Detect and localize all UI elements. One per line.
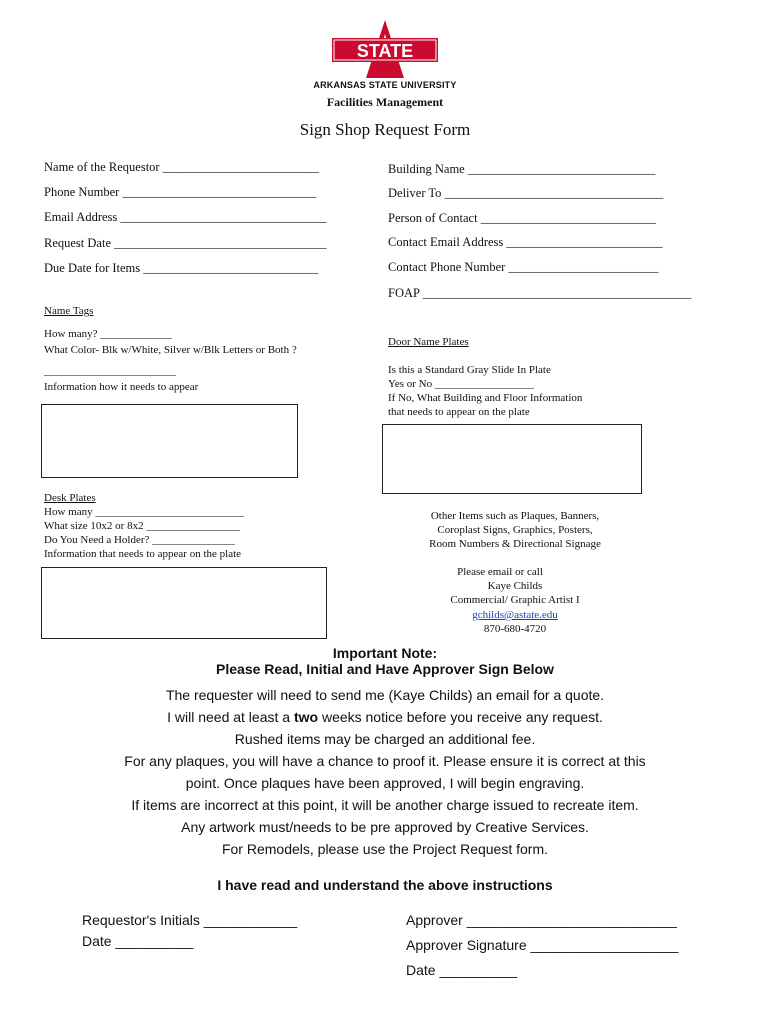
acknowledgement-text: I have read and understand the above instructions (217, 877, 553, 893)
other-items-line-1: Other Items such as Plaques, Banners, (430, 510, 600, 522)
request-date-field[interactable]: Request Date __________________________________ (44, 236, 327, 250)
form-title: Sign Shop Request Form (299, 120, 471, 139)
note-line-plaques: For any plaques, you will have a chance to proof it. Please ensure it is correct at this (124, 753, 646, 769)
note-line-engraving: point. Once plaques have been approved, I will begin engraving. (185, 775, 585, 791)
university-name: ARKANSAS STATE UNIVERSITY (313, 80, 457, 90)
contact-intro: Please email or call (457, 566, 543, 578)
contact-email-link[interactable]: gchilds@astate.edu (472, 609, 558, 621)
note-line-incorrect: If items are incorrect at this point, it will be another charge issued to recreate item. (131, 797, 639, 813)
name-tags-how-many[interactable]: How many? _____________ (44, 328, 172, 340)
door-plates-info-box[interactable] (382, 424, 642, 494)
approver-signature-field[interactable]: Approver Signature ___________________ (406, 937, 679, 953)
contact-name: Kaye Childs (487, 580, 543, 592)
note-line-quote: The requester will need to send me (Kaye Childs) an email for a quote. (165, 687, 605, 703)
approver-name-field[interactable]: Approver ___________________________ (406, 912, 677, 928)
desk-plates-info-box[interactable] (41, 567, 327, 639)
other-items-line-2: Coroplast Signs, Graphics, Posters, (437, 524, 593, 536)
note-line-rushed: Rushed items may be charged an additional fee. (234, 731, 536, 747)
email-address-field[interactable]: Email Address _________________________________ (44, 210, 327, 224)
contact-role: Commercial/ Graphic Artist I (450, 594, 580, 606)
person-of-contact-field[interactable]: Person of Contact ____________________________ (388, 211, 656, 225)
note-heading: Important Note: (332, 645, 438, 661)
name-tags-blank[interactable]: ________________________ (44, 365, 176, 377)
note-line-two-weeks: I will need at least a two weeks notice before you receive any request. (167, 709, 603, 725)
university-logo (330, 18, 440, 80)
logo-text: STATE (356, 41, 414, 61)
phone-number-field[interactable]: Phone Number _______________________________ (44, 185, 317, 199)
door-plates-building-floor: If No, What Building and Floor Information (388, 392, 583, 404)
contact-phone-field[interactable]: Contact Phone Number ________________________ (388, 260, 659, 274)
name-tags-heading: Name Tags (44, 305, 94, 317)
note-line-artwork: Any artwork must/needs to be pre approved by Creative Services. (181, 819, 589, 835)
note-line-remodels: For Remodels, please use the Project Request form. (221, 841, 549, 857)
name-tags-info-label: Information how it needs to appear (44, 381, 199, 393)
desk-plates-holder[interactable]: Do You Need a Holder? _______________ (44, 534, 235, 546)
desk-plates-size[interactable]: What size 10x2 or 8x2 _________________ (44, 520, 240, 532)
desk-plates-info-label: Information that needs to appear on the plate (44, 548, 242, 560)
name-tags-color[interactable]: What Color- Blk w/White, Silver w/Blk Letters or Both ? (44, 344, 297, 356)
department-name: Facilities Management (326, 95, 444, 109)
contact-phone: 870-680-4720 (483, 623, 547, 635)
note-subheading: Please Read, Initial and Have Approver Sign Below (216, 661, 554, 677)
deliver-to-field[interactable]: Deliver To ___________________________________ (388, 186, 664, 200)
requestor-date-field[interactable]: Date __________ (82, 933, 194, 949)
name-tags-info-box[interactable] (41, 404, 298, 478)
foap-field[interactable]: FOAP ___________________________________________ (388, 286, 692, 300)
desk-plates-heading: Desk Plates (44, 492, 96, 504)
door-plates-standard-question: Is this a Standard Gray Slide In Plate (388, 364, 551, 376)
door-plates-appear: that needs to appear on the plate (388, 406, 530, 418)
due-date-field[interactable]: Due Date for Items ____________________________ (44, 261, 319, 275)
door-plates-yes-no[interactable]: Yes or No __________________ (388, 378, 534, 390)
approver-date-field[interactable]: Date __________ (406, 962, 518, 978)
building-name-field[interactable]: Building Name ______________________________ (388, 162, 656, 176)
requestor-initials-field[interactable]: Requestor's Initials ____________ (82, 912, 298, 928)
note-emphasis-two: two (293, 709, 319, 725)
desk-plates-how-many[interactable]: How many ___________________________ (44, 506, 244, 518)
requestor-name-field[interactable]: Name of the Requestor _________________________ (44, 160, 319, 174)
door-plates-heading: Door Name Plates (388, 336, 469, 348)
other-items-line-3: Room Numbers & Directional Signage (429, 538, 601, 550)
contact-email-field[interactable]: Contact Email Address _________________________ (388, 235, 663, 249)
